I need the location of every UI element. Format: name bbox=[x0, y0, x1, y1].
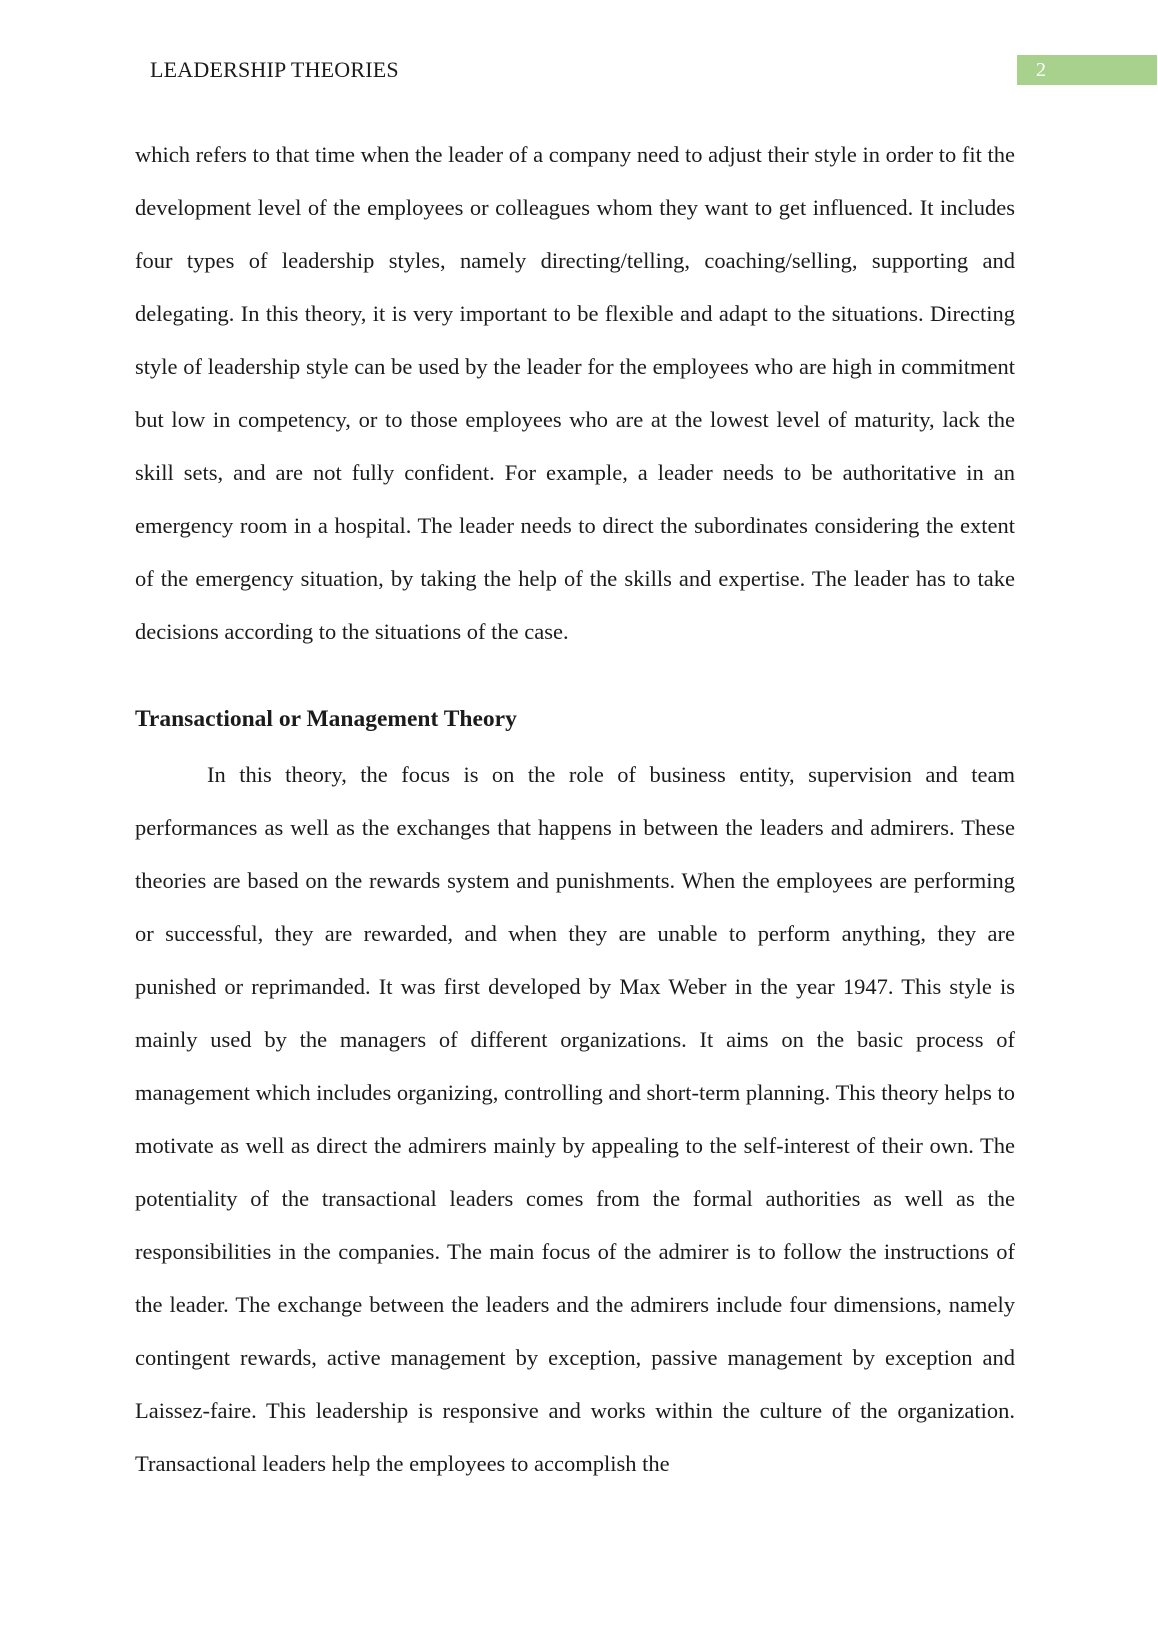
page-number-badge bbox=[1017, 55, 1157, 85]
page-number: 2 bbox=[1036, 59, 1046, 81]
document-body bbox=[135, 128, 1015, 1490]
running-head: LEADERSHIP THEORIES bbox=[150, 57, 399, 82]
section-heading: Transactional or Management Theory bbox=[135, 706, 517, 732]
body-paragraph-1: which refers to that time when the leader of a company need to adjust their style in order to fit the development level of the employees or colleagues whom they want to get influenced. It includes four types of leadership styles, namely directing/telling, coaching/selling, supporting and delegating. In this theory, it is very important to be flexible and adapt to the situations. Directing style of leadership style can be used by the leader for the employees who are high in commitment but low in competency, or to those employees who are at the lowest level of maturity, lack the skill sets, and are not fully confident. For example, a leader needs to be authoritative in an emergency room in a hospital. The leader needs to direct the subordinates considering the extent of the emergency situation, by taking the help of the skills and expertise. The leader has to take decisions according to the situations of the case. bbox=[135, 142, 1015, 644]
body-paragraph-2: In this theory, the focus is on the role of business entity, supervision and team performances as well as the exchanges that happens in between the leaders and admirers. These theories are based on the rewards system and punishments. When the employees are performing or successful, they are rewarded, and when they are unable to perform anything, they are punished or reprimanded. It was first developed by Max Weber in the year 1947. This style is mainly used by the managers of different organizations. It aims on the basic process of management which includes organizing, controlling and short-term planning. This theory helps to motivate as well as direct the admirers mainly by appealing to the self-interest of their own. The potentiality of the transactional leaders comes from the formal authorities as well as the responsibilities in the companies. The main focus of the admirer is to follow the instructions of the leader. The exchange between the leaders and the admirers include four dimensions, namely contingent rewards, active management by exception, passive management by exception and Laissez-faire. This leadership is responsive and works within the culture of the organization. Transactional leaders help the employees to accomplish the bbox=[135, 762, 1015, 1476]
